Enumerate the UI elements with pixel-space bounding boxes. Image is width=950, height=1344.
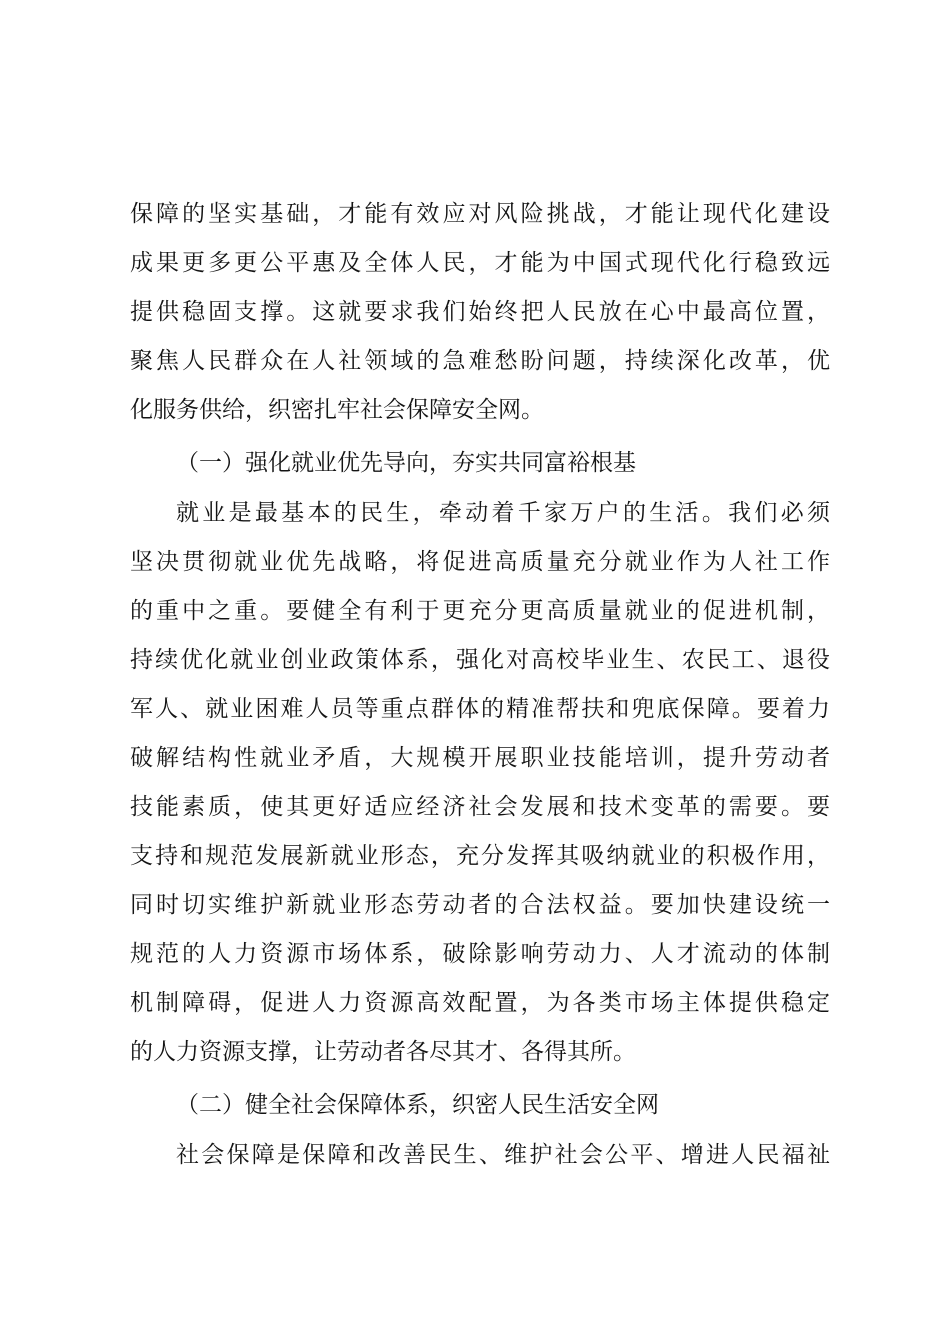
paragraph-line: 军人、就业困难人员等重点群体的精准帮扶和兜底保障。要着力: [130, 696, 830, 722]
paragraph-line: 技能素质，使其更好适应经济社会发展和技术变革的需要。要: [130, 794, 830, 820]
paragraph-line: 规范的人力资源市场体系，破除影响劳动力、人才流动的体制: [130, 941, 830, 967]
paragraph-line: 机制障碍，促进人力资源高效配置，为各类市场主体提供稳定: [130, 990, 830, 1016]
paragraph-line: 坚决贯彻就业优先战略，将促进高质量充分就业作为人社工作: [130, 549, 830, 575]
paragraph-line: 破解结构性就业矛盾，大规模开展职业技能培训，提升劳动者: [130, 745, 830, 771]
section-heading-2: （二）健全社会保障体系，织密人民生活安全网: [176, 1092, 659, 1118]
paragraph-line: 成果更多更公平惠及全体人民，才能为中国式现代化行稳致远: [130, 250, 830, 276]
paragraph-line: 化服务供给，织密扎牢社会保障安全网。: [130, 397, 544, 423]
paragraph-line: 支持和规范发展新就业形态，充分发挥其吸纳就业的积极作用，: [130, 843, 830, 869]
paragraph-line: 持续优化就业创业政策体系，强化对高校毕业生、农民工、退役: [130, 647, 830, 673]
paragraph-line: 社会保障是保障和改善民生、维护社会公平、增进人民福祉: [176, 1142, 830, 1168]
paragraph-line: 保障的坚实基础，才能有效应对风险挑战，才能让现代化建设: [130, 201, 830, 227]
paragraph-line: 同时切实维护新就业形态劳动者的合法权益。要加快建设统一: [130, 892, 830, 918]
paragraph-line: 的重中之重。要健全有利于更充分更高质量就业的促进机制，: [130, 598, 830, 624]
paragraph-line: 提供稳固支撑。这就要求我们始终把人民放在心中最高位置，: [130, 299, 830, 325]
paragraph-line: 聚焦人民群众在人社领域的急难愁盼问题，持续深化改革，优: [130, 348, 830, 374]
section-heading-1: （一）强化就业优先导向，夯实共同富裕根基: [176, 450, 636, 476]
paragraph-line: 就业是最基本的民生，牵动着千家万户的生活。我们必须: [176, 500, 830, 526]
paragraph-line: 的人力资源支撑，让劳动者各尽其才、各得其所。: [130, 1039, 636, 1065]
